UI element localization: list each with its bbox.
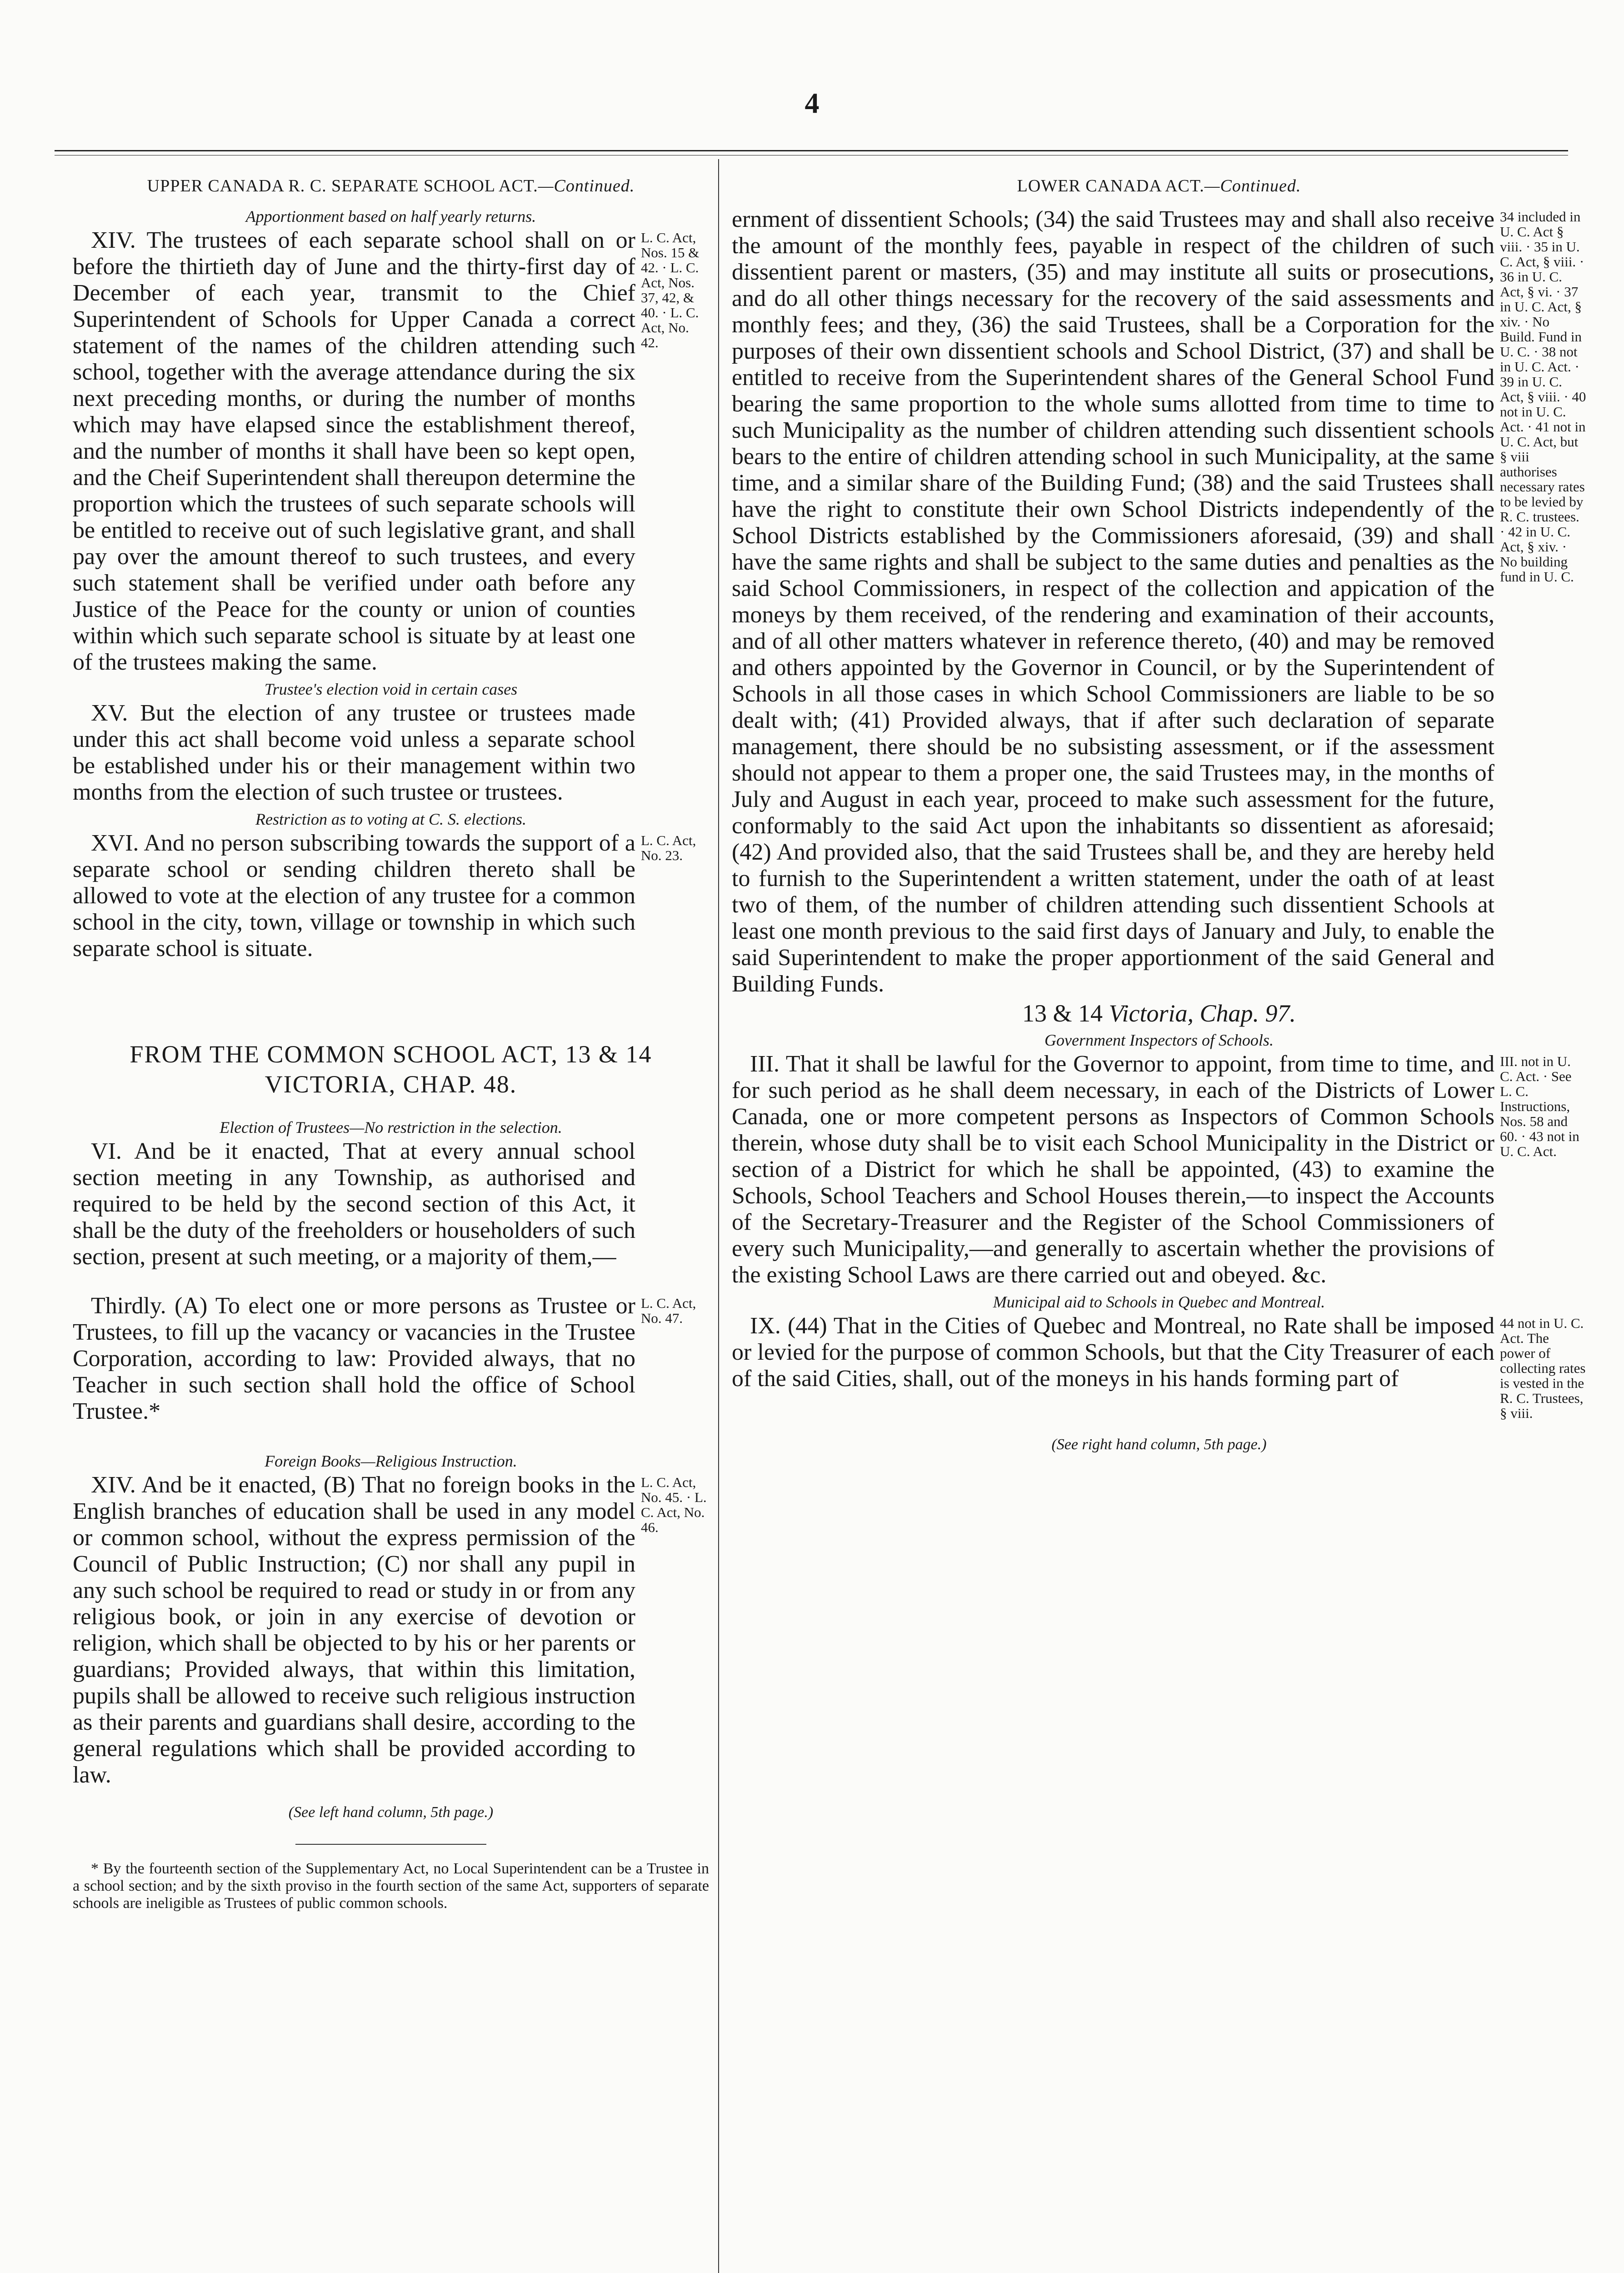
section-row [732, 1051, 1586, 1288]
margin-note: L. C. Act, No. 47. [641, 1295, 696, 1326]
section-row [73, 1293, 709, 1425]
section-row [73, 1138, 709, 1270]
margin-note: 34 included in U. C. Act § viii. · 35 in U. C. Act, § viii. · 36 in U. C. Act, § vi. · 37 in U. C. Act, § xiv. · No Build. Fund in U. C. · 38 not in U. C. Act. · 39 in U. C. Act, § viii. · 40 not in U. C. Act. · 41 not in U. C. Act, but § viii authorises necessary rates to be levied by R. C. trustees. · 42 in U. C. Act, § xiv. · No building fund in U. C. [1500, 209, 1586, 585]
section-row [73, 227, 709, 676]
footnote: * By the fourteenth section of the Supplementary Act, no Local Superintendent can be a Trustee in a school section; and by the sixth proviso in the fourth section of the same Act, supporters of separate schools are ineligible as Trustees of public common schools. [73, 1860, 709, 1912]
right-header-continued: —Continued. [1204, 176, 1301, 195]
margin-note: III. not in U. C. Act. · See L. C. Instructions, Nos. 58 and 60. · 43 not in U. C. Act. [1500, 1053, 1579, 1159]
section-subheading: Apportionment based on half yearly returns. [245, 207, 536, 225]
right-header-title: LOWER CANADA ACT. [1017, 176, 1204, 195]
section-xiv-text: XIV. The trustees of each separate school shall on or before the thirtieth day of June and the thirty-first day of December of each year, transmit to the Chief Superintendent of Schools for Upper Canada a correct statement of the names of the children attending such school, together with the average attendance during the six next preceding months, or during the number of months which may have elapsed since the establishment thereof, and the number of months it shall have been so kept open, and the Cheif Superintendent shall thereupon determine the proportion which the trustees of such separate schools will be entitled to receive out of such legislative grant, and shall pay over the amount thereof to such trustees, and every such statement shall be verified under oath before any Justice of the Peace for the county or union of counties within which such separate school is situate by at least one of the trustees making the same. [73, 227, 635, 675]
section-iii-text: III. That it shall be lawful for the Governor to appoint, from time to time, and for such period as he shall deem necessary, in each of the Districts of Lower Canada, one or more competent persons as Inspectors of Common Schools therein, whose duty shall be to visit each School Municipality in the District or section of a District for which he shall be appointed, (43) to examine the Schools, School Teachers and School Houses therein,—to inspect the Accounts of the Secretary-Treasurer and the Register of the School Commissioners of every such Municipality,—and generally to ascertain whether the provisions of the existing School Laws are there carried out and obeyed. &c. [732, 1051, 1494, 1288]
left-column [73, 173, 709, 1928]
common-school-act-heading: FROM THE COMMON SCHOOL ACT, 13 & 14 VICTORIA, CHAP. 48. [130, 1041, 652, 1098]
continuation-note: (See right hand column, 5th page.) [1051, 1436, 1267, 1453]
section-row [73, 830, 709, 962]
section-subheading: Trustee's election void in certain cases [264, 680, 518, 698]
chapter-number: 13 & 14 [1022, 1000, 1103, 1027]
section-xiv-foreign-books-text: XIV. And be it enacted, (B) That no foreign books in the English branches of education shall be used in any model or common school, without the express permission of the Council of Public Instruction; (C) nor shall any pupil in any such school be required to read or study in or from any religious book, or join in any exercise of devotion or religion, which shall be objected to by his or her parents or guardians; Provided always, that within this limitation, pupils shall be allowed to receive such religious instruction as their parents and guardians shall desire, according to the general regulations which shall be provided according to law. [73, 1472, 635, 1788]
left-header-title: UPPER CANADA R. C. SEPARATE SCHOOL ACT. [147, 176, 538, 195]
margin-note: L. C. Act, No. 45. · L. C. Act, No. 46. [641, 1474, 707, 1535]
column-divider [718, 159, 719, 2273]
section-subheading: Election of Trustees—No restriction in the selection. [220, 1118, 562, 1136]
section-subheading: Restriction as to voting at C. S. elections. [255, 810, 526, 828]
margin-note: 44 not in U. C. Act. The power of collecting rates is vested in the R. C. Trustees, § viii. [1500, 1315, 1586, 1421]
left-header-continued: —Continued. [538, 176, 635, 195]
margin-note-empty [641, 700, 709, 703]
chapter-rest: Chap. 97. [1199, 1000, 1296, 1027]
continuation-note: (See left hand column, 5th page.) [288, 1804, 494, 1821]
section-row [732, 206, 1586, 997]
margin-note: L. C. Act, Nos. 15 & 42. · L. C. Act, Nos. 37, 42, & 40. · L. C. Act, No. 42. [641, 230, 700, 350]
right-column [732, 173, 1586, 1472]
thirdly-text: Thirdly. (A) To elect one or more persons as Trustee or Trustees, to fill up the vacancy or vacancies in the Trustee Corporation, according to law: Provided always, that no Teacher in such section shall hold the office of School Trustee.* [73, 1293, 635, 1424]
section-xv-text: XV. But the election of any trustee or trustees made under this act shall become void unless a separate school be established under his or their management within two months from the election of such trustee or trustees. [73, 700, 635, 805]
header-rule [55, 150, 1568, 155]
section-ix-text: IX. (44) That in the Cities of Quebec and Montreal, no Rate shall be imposed or levied for the purpose of common Schools, but that the City Treasurer of each of the said Cities, shall, out of the moneys in his hands forming part of [732, 1313, 1494, 1392]
footnote-rule [295, 1844, 486, 1845]
margin-note-empty [641, 1138, 709, 1141]
margin-note: L. C. Act, No. 23. [641, 832, 696, 863]
section-subheading: Foreign Books—Religious Instruction. [265, 1452, 517, 1470]
right-column-header [732, 173, 1586, 199]
section-row [73, 700, 709, 806]
chapter-victoria: Victoria, [1109, 1000, 1194, 1027]
dissentient-schools-text: ernment of dissentient Schools; (34) the said Trustees may and shall also receive the amount of the monthly fees, payable in respect of the children of such dissentient parent or masters, (35) and may institute all suits or prosecutions, and do all other things necessary for the recovery of the said assessments and monthly fees; and they, (36) the said Trustees, shall be a Corporation for the purposes of their own dissentient schools and School District, (37) and shall be entitled to receive from the Superintendent shares of the General School Fund bearing the same proportion to the whole sums allotted from time to time to such Municipality as the number of children attending such dissentient schools bears to the entire of children attending school in such Municipality, at the same time, and a similar share of the Building Fund; (38) and the said Trustees shall have the right to constitute their own School Districts independently of the School Districts established by the Commissioners aforesaid, (39) and shall have the same rights and shall be subject to the same duties and penalties as the said School Commissioners, in respect of the collection and appication of the moneys by them received, of the rendering and examination of their accounts, and of all other matters whatever in reference thereto, (40) and may be removed and others appointed by the Governor in Council, or by the Superintendent of Schools in all those cases in which School Commissioners are liable to be so dealt with; (41) Provided always, that if after such declaration of separate management, there should be no subsisting assessment, or if the assessment should not appear to them a proper one, the said Trustees may, in the months of July and August in each year, proceed to make such assessment for the future, conformably to the said Act upon the inhabitants so dissentient as aforesaid; (42) And provided also, that the said Trustees shall be, and they are hereby held to furnish to the Superintendent a written statement, under the oath of at least two of them, of the number of children attending such dissentient Schools at least one month previous to the said first days of January and July, to enable the said Superintendent to make the proper apportionment of the said General and Building Funds. [732, 206, 1494, 997]
chapter-heading [732, 1000, 1586, 1026]
section-row [732, 1313, 1586, 1421]
left-column-header [73, 173, 709, 199]
section-subheading: Government Inspectors of Schools. [1044, 1031, 1274, 1049]
page-number: 4 [805, 87, 819, 119]
section-subheading: Municipal aid to Schools in Quebec and Montreal. [993, 1293, 1325, 1311]
section-row [73, 1472, 709, 1788]
section-xvi-text: XVI. And no person subscribing towards the support of a separate school or sending children thereto shall be allowed to vote at the election of any trustee for a common school in the city, town, village or township in which such separate school is situate. [73, 830, 635, 961]
section-vi-text: VI. And be it enacted, That at every annual school section meeting in any Township, as authorised and required to be held by the second section of this Act, it shall be the duty of the freeholders or householders of such section, present at such meeting, or a majority of them,— [73, 1138, 635, 1270]
